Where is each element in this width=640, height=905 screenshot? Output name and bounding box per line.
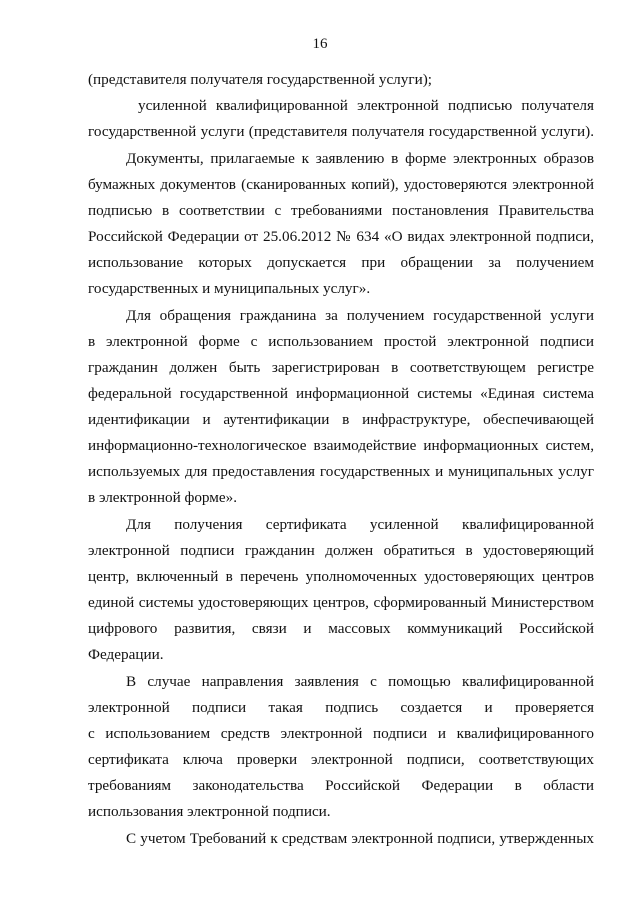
text-line: федеральной государственной информационной системы «Единая система bbox=[88, 385, 594, 402]
text-line: центр, включенный в перечень уполномоченных удостоверяющих центров bbox=[88, 568, 594, 585]
text-line: В случае направления заявления с помощью квалифицированной bbox=[126, 673, 594, 690]
text-line: Федерации. bbox=[88, 646, 164, 663]
text-line: (представителя получателя государственной услуги); bbox=[88, 71, 432, 88]
text-line: бумажных документов (сканированных копий), удостоверяются электронной bbox=[88, 176, 594, 193]
text-line: с использованием средств электронной подписи и квалифицированного bbox=[88, 725, 594, 742]
text-line: Российской Федерации от 25.06.2012 № 634 «О видах электронной подписи, bbox=[88, 228, 594, 245]
text-line: цифрового развития, связи и массовых коммуникаций Российской bbox=[88, 620, 594, 637]
text-line: использования электронной подписи. bbox=[88, 803, 331, 820]
text-line: использование которых допускается при обращении за получением bbox=[88, 254, 594, 271]
text-line: используемых для предоставления государственных и муниципальных услуг bbox=[88, 463, 594, 480]
text-line: Для получения сертификата усиленной квалифицированной bbox=[126, 516, 594, 533]
text-line: требованиям законодательства Российской Федерации в области bbox=[88, 777, 594, 794]
page-number: 16 bbox=[312, 36, 328, 52]
text-line: единой системы удостоверяющих центров, сформированный Министерством bbox=[88, 594, 594, 611]
text-line: информационно-технологическое взаимодействие информационных систем, bbox=[88, 437, 594, 454]
text-line: сертификата ключа проверки электронной подписи, соответствующих bbox=[88, 751, 594, 768]
text-line: гражданин должен быть зарегистрирован в соответствующем регистре bbox=[88, 359, 594, 376]
text-line: Для обращения гражданина за получением государственной услуги bbox=[126, 307, 594, 324]
text-line: в электронной форме». bbox=[88, 489, 238, 506]
text-line: в электронной форме с использованием простой электронной подписи bbox=[88, 333, 594, 350]
text-line: электронной подписи такая подпись создается и проверяется bbox=[88, 699, 594, 716]
text-line: С учетом Требований к средствам электронной подписи, утвержденных bbox=[126, 830, 594, 847]
text-line: подписью в соответствии с требованиями постановления Правительства bbox=[88, 202, 594, 219]
text-line: усиленной квалифицированной электронной подписью получателя bbox=[138, 97, 594, 114]
text-line: электронной подписи гражданин должен обратиться в удостоверяющий bbox=[88, 542, 594, 559]
text-line: идентификации и аутентификации в инфраструктуре, обеспечивающей bbox=[88, 411, 594, 428]
text-line: государственной услуги (представителя получателя государственной услуги). bbox=[88, 123, 594, 140]
text-line: государственных и муниципальных услуг». bbox=[88, 280, 371, 297]
text-line: Документы, прилагаемые к заявлению в форме электронных образов bbox=[126, 150, 594, 167]
